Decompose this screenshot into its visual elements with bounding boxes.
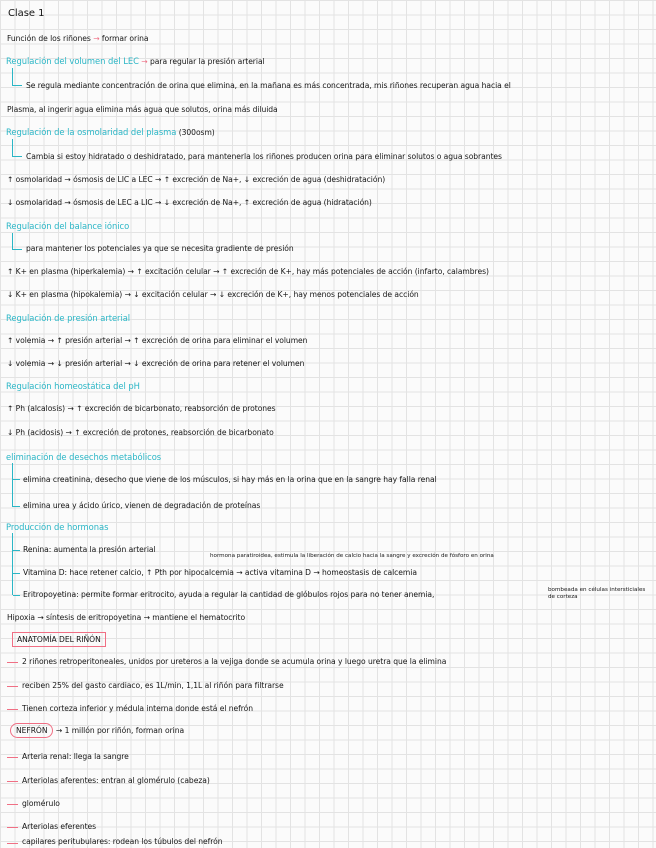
- hormonas-line4: Hipoxia → síntesis de eritropoyetina → mantiene el hematocrito: [7, 613, 246, 622]
- dash-bullet-icon: [7, 757, 18, 758]
- arrow-icon: →: [55, 726, 63, 735]
- osmolaridad-heading-line: [6, 126, 215, 139]
- funcion-text: Función de los riñones: [7, 34, 91, 43]
- ionico-line1: para mantener los potenciales ya que se necesita gradiente de presión: [26, 244, 294, 253]
- osmolaridad-line2: ↑ osmolaridad → ósmosis de LIC a LEC → ↑ excreción de Na+, ↓ excreción de agua (deshidratación): [7, 175, 386, 184]
- funcion-result: formar orina: [101, 34, 149, 43]
- arrow-icon: →: [141, 57, 148, 66]
- nefron-item: capilares peritubulares: rodean los túbulos del nefrón: [22, 837, 223, 846]
- arrow-icon: →: [93, 34, 100, 43]
- branch-tick-icon: [13, 550, 20, 551]
- branch-hook-icon: [12, 233, 22, 250]
- nefron-item: Arteriolas eferentes: [22, 822, 97, 831]
- nefron-item: glomérulo: [22, 799, 60, 808]
- volumen-line2: Plasma, al ingerir agua elimina más agua que solutos, orina más diluida: [7, 105, 278, 114]
- branch-tick-icon: [13, 506, 20, 507]
- dash-bullet-icon: [7, 662, 18, 663]
- nefron-tail: 1 millón por riñón, forman orina: [64, 726, 185, 735]
- anatomia-line3: Tienen corteza inferior y médula interna donde está el nefrón: [22, 704, 254, 713]
- dash-bullet-icon: [7, 686, 18, 687]
- dash-bullet-icon: [7, 843, 18, 844]
- desechos-heading: eliminación de desechos metabólicos: [6, 452, 162, 462]
- funcion-line: [7, 33, 149, 45]
- ph-line1: ↑ Ph (alcalosis) → ↑ excreción de bicarbonato, reabsorción de protones: [7, 404, 276, 413]
- hormonas-line1: Renina: aumenta la presión arterial: [23, 545, 156, 554]
- dash-bullet-icon: [7, 804, 18, 805]
- nefron-pill: NEFRÓN: [10, 723, 53, 738]
- osmolaridad-line1: Cambia si estoy hidratado o deshidratado, para mantenerla los riñones producen orina para eliminar solutos o agua sobrantes: [26, 152, 502, 161]
- anatomia-line1: 2 riñones retroperitoneales, unidos por ureteros a la vejiga donde se acumula orina y luego uretra que la elimina: [22, 657, 447, 666]
- desechos-line1: elimina creatinina, desecho que viene de los músculos, si hay más en la orina que en la sangre hay falla renal: [23, 475, 437, 484]
- ionico-line3: ↓ K+ en plasma (hipokalemia) → ↓ excitación celular → ↓ excreción de K+, hay menos potenciales de acción: [7, 290, 419, 299]
- hormonas-heading: Producción de hormonas: [6, 522, 109, 532]
- desechos-line2: elimina urea y ácido úrico, vienen de degradación de proteínas: [23, 501, 261, 510]
- branch-tick-icon: [13, 573, 20, 574]
- hormonas-line3: Eritropoyetina: permite formar eritrocito, ayuda a regular la cantidad de glóbulos rojos para no tener anemia,: [23, 590, 435, 599]
- page-title: Clase 1: [8, 8, 45, 19]
- branch-hook-icon: [12, 68, 22, 86]
- hormonas-line2: Vitamina D: hace retener calcio, ↑ Pth por hipocalcemia → activa vitamina D → homeostasis de calcemia: [23, 568, 417, 577]
- nefron-item: Arteriolas aferentes: entran al glomérulo (cabeza): [22, 776, 210, 785]
- branch-tick-icon: [13, 479, 20, 480]
- volumen-heading-line: [6, 55, 265, 68]
- anatomia-heading-line: [12, 632, 106, 647]
- presion-line1: ↑ volemia → ↑ presión arterial → ↑ excreción de orina para eliminar el volumen: [7, 336, 308, 345]
- anatomia-heading-box: ANATOMÍA DEL RIÑÓN: [12, 632, 106, 647]
- ionico-line2: ↑ K+ en plasma (hiperkalemia) → ↑ excitación celular → ↑ excreción de K+, hay más potenciales de acción (infarto, calambres): [7, 267, 489, 276]
- branch-tick-icon: [13, 595, 20, 596]
- heading-tail: para regular la presión arterial: [150, 57, 265, 66]
- nefron-item: Arteria renal: llega la sangre: [22, 752, 129, 761]
- anatomia-line2: reciben 25% del gasto cardiaco, es 1L/min, 1,1L al riñón para filtrarse: [22, 681, 284, 690]
- presion-line2: ↓ volemia → ↓ presión arterial → ↓ excreción de orina para retener el volumen: [7, 359, 305, 368]
- dash-bullet-icon: [7, 709, 18, 710]
- osmolaridad-line3: ↓ osmolaridad → ósmosis de LEC a LIC → ↓ excreción de Na+, ↑ excreción de agua (hidratación): [7, 198, 372, 207]
- branch-line-icon: [12, 533, 22, 595]
- heading-tail: (300osm): [178, 128, 215, 137]
- ph-heading: Regulación homeostática del pH: [6, 381, 140, 391]
- presion-heading: Regulación de presión arterial: [6, 313, 131, 323]
- volumen-line1: Se regula mediante concentración de orina que elimina, en la mañana es más concentrada, mis riñones recuperan agua hacia el: [26, 81, 511, 90]
- dash-bullet-icon: [7, 781, 18, 782]
- pth-annotation: hormona paratiroidea, estimula la liberación de calcio hacia la sangre y excreción de fósforo en orina: [210, 553, 494, 559]
- epo-annotation: bombeada en células intersticiales de corteza: [548, 587, 646, 600]
- branch-line-icon: [12, 463, 22, 507]
- dash-bullet-icon: [7, 827, 18, 828]
- nefron-heading-line: [10, 723, 184, 738]
- ionico-heading: Regulación del balance iónico: [6, 221, 130, 231]
- ph-line2: ↓ Ph (acidosis) → ↑ excreción de protones, reabsorción de bicarbonato: [7, 428, 274, 437]
- branch-hook-icon: [12, 139, 22, 157]
- section-heading: Regulación de la osmolaridad del plasma: [6, 127, 177, 137]
- section-heading: Regulación del volumen del LEC: [6, 56, 139, 66]
